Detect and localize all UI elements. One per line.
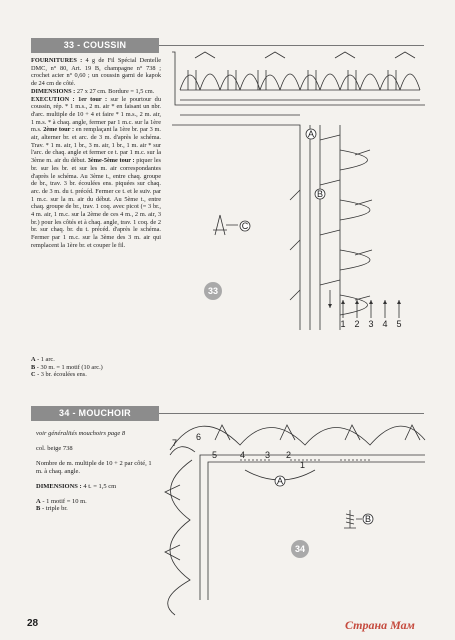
three-tr-cluster-icon — [213, 215, 238, 235]
row-label-2: 2 — [354, 319, 360, 329]
dimensions-label-2: DIMENSIONS : — [36, 482, 82, 490]
round-2-text: en remplaçant la 1ère br. par 3 m. air, alterner br. et arc. de 3 m. d'après le schéma. Trav. * 1 m. air, 1 br., 3 m. air, 1 br., 1 m. air * sur l'arc. de chaq. angle et fermer ce t. par 1 m.c. sur la 3ème m. air du début. — [31, 126, 161, 165]
marker-c-label: C — [241, 221, 249, 231]
round-1-text: sur le pourtour du coussin, rép. * 1 m.s., 2 m. air * en faisant un nbr. d'arc. multiple de 10 + 4 et faire * 1 m.s., 2 m. air, 1 m.s. * à chaq. angle, fermer par 1 m.c. sur la 1ère m.s. — [31, 95, 161, 134]
legend-item-c: C - 3 br. écoulées ens. — [31, 371, 87, 379]
execution-label: EXECUTION : — [31, 95, 75, 103]
top-shells — [215, 425, 420, 440]
section-33-banner: 33 - COUSSIN — [31, 38, 159, 53]
badge-34-label: 34 — [294, 544, 306, 554]
legend-item-a: A - 1 arc. — [31, 356, 55, 363]
general-note: voir généralités mouchoirs page 8 — [36, 430, 126, 437]
round-2-label: 2ème tour : — [43, 126, 75, 134]
supplies-label: FOURNITURES : — [31, 57, 83, 64]
row-label-2-2: 2 — [286, 450, 292, 460]
badge-33-label: 33 — [207, 286, 219, 296]
round-3-label: 3ème-5ème tour : — [87, 157, 135, 165]
diagram-33 — [172, 52, 425, 330]
dimensions-text: 27 x 27 cm. Bordure = 1,5 cm. — [76, 87, 155, 95]
dimensions-text-2: 4 t. = 1,5 cm — [83, 482, 117, 490]
row-label-2-4: 4 — [240, 450, 246, 460]
row-label-2-3: 3 — [265, 450, 271, 460]
top-scallops — [170, 426, 425, 450]
side-fan-column — [290, 125, 372, 330]
row-label-3: 3 — [368, 319, 374, 329]
marker-a-label-2: A — [276, 476, 284, 486]
row-label-4: 4 — [382, 319, 388, 329]
diagram-34 — [165, 425, 425, 615]
marker-b-label: B — [316, 189, 324, 199]
marker-b-label-2: B — [364, 514, 372, 524]
top-fan-row — [180, 52, 420, 115]
round-3-text: piquer les br. sur les br. et sur les m. air correspondantes d'après le schéma. Au 3ème t., entre chaq. groupe de br., trav. 3 br. écoulées ens. piquées sur chaq. arc. de 3 m. du t. précéd. Fermer ce t. et le suiv. par 1 m.c. sur la m. air du début. Au 5ème t., entre chaq. groupe de br., trav. 1 coq. avec picot (= 3 br., 4 m. air, 1 m.c. sur la 2ème de ces 4 m., 2 m. air, 3 br.) pour les côtés et à chaq. angle, trav. 1 coq. de 2 br. sur chaq. br. du t. précéd. d'après le schéma. Fermer par 1 m.c. sur la 3ème des 3 m. air qui remplacent la 1ère br. et couper le fil. — [31, 157, 161, 249]
legend2-item-b: B - triple br. — [36, 505, 68, 513]
section-34-banner: 34 - MOUCHOIR — [31, 406, 159, 421]
legend-item-b: B - 30 m. = 1 motif (10 arc.) — [31, 363, 103, 371]
triple-treble-icon — [344, 510, 362, 528]
marker-a-label: A — [307, 129, 315, 139]
left-scallops — [168, 460, 192, 615]
row-label-2-5: 5 — [212, 450, 218, 460]
cushion-edge-line — [172, 125, 300, 330]
stitch-count-text: Nombre de m. multiple de 10 + 2 par côté, 1 m. à chaq. angle. — [36, 459, 152, 475]
legend2-item-a: A - 1 motif = 10 m. — [36, 497, 87, 505]
row-label-2-1: 1 — [300, 460, 306, 470]
left-shells — [165, 485, 180, 560]
cushion-corner-line — [172, 52, 425, 105]
handkerchief-edge — [208, 462, 425, 600]
row-label-5: 5 — [396, 319, 402, 329]
supplies-text: 4 g de Fil Spécial Dentelle DMC, n° 80, Art. 19 B, champagne n° 738 ; crochet acier n° 0,60 ; un coussin garni de kapok de 24 cm de côté. — [31, 57, 161, 88]
row-label-2-7: 7 — [172, 438, 178, 448]
site-watermark: Страна Мам — [345, 618, 415, 632]
color-text: col. beige 738 — [36, 444, 73, 452]
dimensions-label: DIMENSIONS : — [31, 87, 76, 95]
row-arrow-heads — [341, 300, 401, 304]
row-label-1: 1 — [340, 319, 346, 329]
chain-row — [200, 455, 425, 600]
round-1-label: 1er tour : — [78, 95, 108, 103]
row-label-2-6: 6 — [196, 432, 202, 442]
page-number: 28 — [27, 618, 39, 629]
